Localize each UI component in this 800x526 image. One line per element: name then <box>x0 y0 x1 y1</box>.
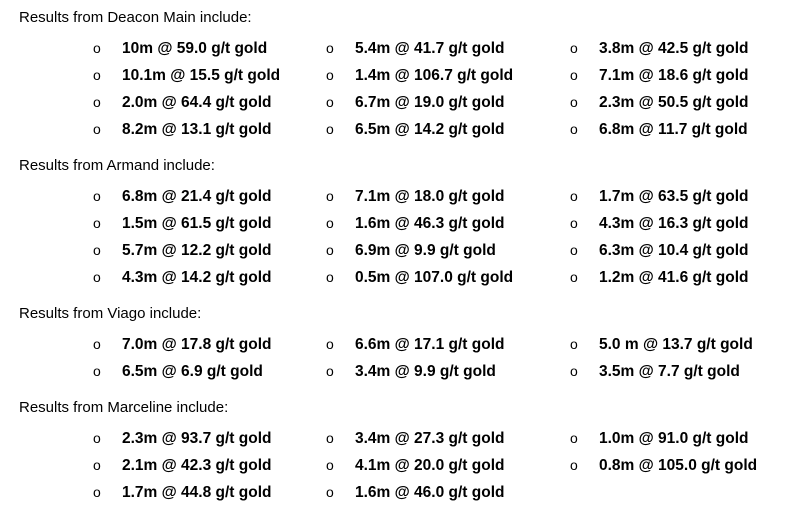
bullet-icon: o <box>93 94 101 110</box>
result-text: 6.5m @ 6.9 g/t gold <box>122 363 263 380</box>
result-text: 6.6m @ 17.1 g/t gold <box>355 336 505 353</box>
bullet-icon: o <box>326 336 334 352</box>
result-text: 4.3m @ 16.3 g/t gold <box>599 215 749 232</box>
result-text: 1.7m @ 44.8 g/t gold <box>122 484 272 501</box>
bullet-icon: o <box>570 269 578 285</box>
result-text: 10m @ 59.0 g/t gold <box>122 40 268 57</box>
bullet-icon: o <box>570 363 578 379</box>
result-text: 3.5m @ 7.7 g/t gold <box>599 363 740 380</box>
result-text: 1.6m @ 46.0 g/t gold <box>355 484 505 501</box>
bullet-icon: o <box>93 430 101 446</box>
bullet-icon: o <box>570 40 578 56</box>
result-text: 1.5m @ 61.5 g/t gold <box>122 215 272 232</box>
section-heading: Results from Marceline include: <box>19 399 229 416</box>
result-text: 6.5m @ 14.2 g/t gold <box>355 121 505 138</box>
result-text: 3.4m @ 9.9 g/t gold <box>355 363 496 380</box>
bullet-icon: o <box>326 430 334 446</box>
bullet-icon: o <box>326 363 334 379</box>
result-text: 1.7m @ 63.5 g/t gold <box>599 188 749 205</box>
bullet-icon: o <box>326 40 334 56</box>
bullet-icon: o <box>93 336 101 352</box>
bullet-icon: o <box>93 215 101 231</box>
bullet-icon: o <box>570 215 578 231</box>
result-text: 4.3m @ 14.2 g/t gold <box>122 269 272 286</box>
result-text: 10.1m @ 15.5 g/t gold <box>122 67 281 84</box>
bullet-icon: o <box>93 242 101 258</box>
result-text: 5.4m @ 41.7 g/t gold <box>355 40 505 57</box>
bullet-icon: o <box>93 188 101 204</box>
bullet-icon: o <box>570 242 578 258</box>
bullet-icon: o <box>326 94 334 110</box>
bullet-icon: o <box>570 336 578 352</box>
bullet-icon: o <box>326 242 334 258</box>
bullet-icon: o <box>570 94 578 110</box>
result-text: 1.4m @ 106.7 g/t gold <box>355 67 514 84</box>
bullet-icon: o <box>326 121 334 137</box>
bullet-icon: o <box>570 188 578 204</box>
bullet-icon: o <box>326 215 334 231</box>
result-text: 6.8m @ 21.4 g/t gold <box>122 188 272 205</box>
bullet-icon: o <box>93 121 101 137</box>
bullet-icon: o <box>326 269 334 285</box>
bullet-icon: o <box>326 188 334 204</box>
result-text: 5.7m @ 12.2 g/t gold <box>122 242 272 259</box>
bullet-icon: o <box>570 430 578 446</box>
result-text: 3.8m @ 42.5 g/t gold <box>599 40 749 57</box>
result-text: 1.0m @ 91.0 g/t gold <box>599 430 749 447</box>
bullet-icon: o <box>570 67 578 83</box>
bullet-icon: o <box>326 484 334 500</box>
result-text: 0.5m @ 107.0 g/t gold <box>355 269 514 286</box>
result-text: 7.0m @ 17.8 g/t gold <box>122 336 272 353</box>
bullet-icon: o <box>326 457 334 473</box>
result-text: 6.8m @ 11.7 g/t gold <box>599 121 748 138</box>
section-heading: Results from Armand include: <box>19 157 215 174</box>
bullet-icon: o <box>93 363 101 379</box>
bullet-icon: o <box>93 40 101 56</box>
section-heading: Results from Viago include: <box>19 305 202 322</box>
result-text: 4.1m @ 20.0 g/t gold <box>355 457 505 474</box>
result-text: 3.4m @ 27.3 g/t gold <box>355 430 505 447</box>
bullet-icon: o <box>326 67 334 83</box>
result-text: 1.2m @ 41.6 g/t gold <box>599 269 749 286</box>
bullet-icon: o <box>93 457 101 473</box>
result-text: 7.1m @ 18.0 g/t gold <box>355 188 505 205</box>
bullet-icon: o <box>93 67 101 83</box>
result-text: 8.2m @ 13.1 g/t gold <box>122 121 272 138</box>
result-text: 2.3m @ 93.7 g/t gold <box>122 430 272 447</box>
result-text: 6.7m @ 19.0 g/t gold <box>355 94 505 111</box>
result-text: 5.0 m @ 13.7 g/t gold <box>599 336 753 353</box>
bullet-icon: o <box>570 121 578 137</box>
bullet-icon: o <box>93 269 101 285</box>
bullet-icon: o <box>93 484 101 500</box>
result-text: 2.1m @ 42.3 g/t gold <box>122 457 272 474</box>
section-heading: Results from Deacon Main include: <box>19 9 252 26</box>
result-text: 7.1m @ 18.6 g/t gold <box>599 67 749 84</box>
result-text: 0.8m @ 105.0 g/t gold <box>599 457 758 474</box>
bullet-icon: o <box>570 457 578 473</box>
result-text: 1.6m @ 46.3 g/t gold <box>355 215 505 232</box>
result-text: 6.3m @ 10.4 g/t gold <box>599 242 749 259</box>
result-text: 2.0m @ 64.4 g/t gold <box>122 94 272 111</box>
result-text: 2.3m @ 50.5 g/t gold <box>599 94 749 111</box>
result-text: 6.9m @ 9.9 g/t gold <box>355 242 496 259</box>
